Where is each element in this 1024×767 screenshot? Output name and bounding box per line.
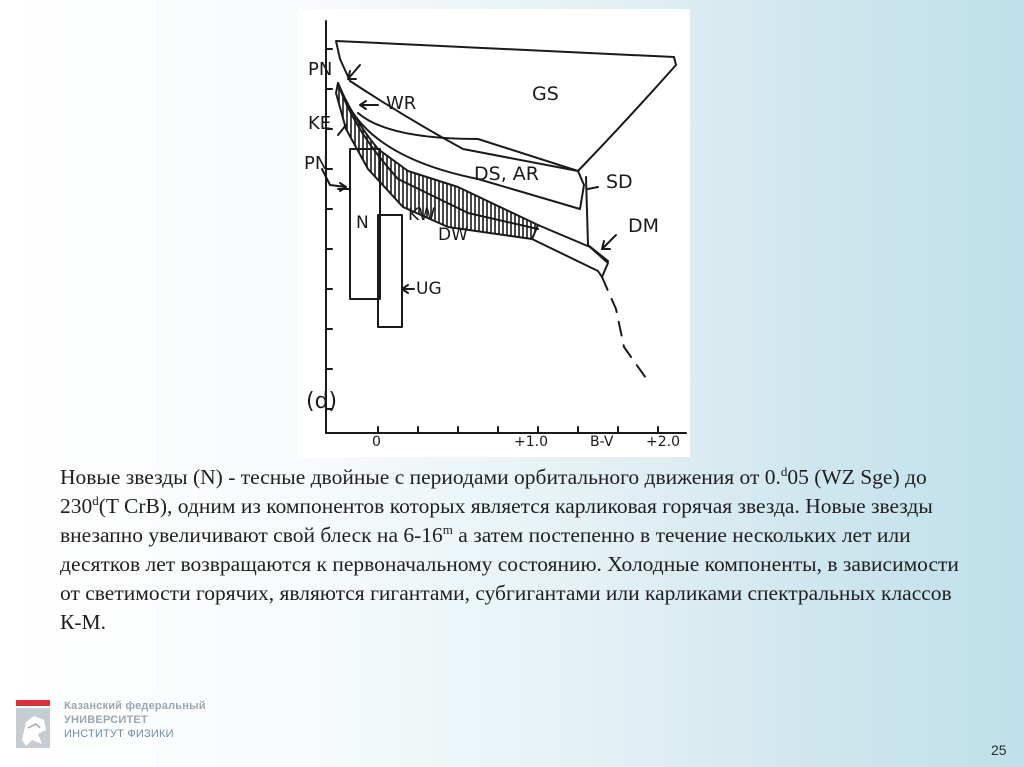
dm-arrow [602, 235, 616, 249]
caption-sup2: d [92, 493, 99, 508]
x-tick-1: +1.0 [514, 434, 548, 450]
label-wr: WR [386, 93, 417, 114]
sd-arrow [588, 187, 598, 189]
panel-label: (d) [306, 389, 338, 414]
pn-arrow-top [348, 65, 360, 79]
university-logo-icon [14, 700, 58, 752]
caption-text [60, 463, 965, 637]
ug-box [378, 215, 402, 327]
univ-line2: УНИВЕРСИТЕТ [64, 714, 148, 726]
caption-part2: 05 (WZ Sge) до 230 [60, 465, 927, 518]
caption-part1: Новые звезды (N) - тесные двойные с периодами орбитального движения от 0. [60, 465, 781, 489]
caption-part4: а затем постепенно в течение нескольких лет или десятков лет возвращаются к первоначальному состоянию. Холодные компоненты, в зависимости от светимости горячих, являются гигантами, субгигантами или карликами спектральных классов К-М. [60, 523, 959, 634]
label-pn-bottom: PN [304, 153, 329, 174]
x-tick-2: +2.0 [646, 434, 680, 450]
label-dw: DW [438, 225, 468, 245]
dm-dashed-extension [602, 277, 648, 381]
ke-arrow [338, 125, 346, 135]
label-ke: KE [308, 113, 332, 134]
page-number: 25 [991, 742, 1007, 758]
caption-sup1: d [780, 464, 788, 479]
label-kw: KW [408, 205, 436, 225]
hr-diagram-figure [298, 9, 690, 457]
university-name [64, 699, 206, 741]
label-n: N [356, 213, 369, 233]
x-tick-0: 0 [372, 434, 381, 450]
label-ug: UG [416, 279, 442, 299]
x-axis-label: B-V [590, 434, 614, 450]
lower-envelope [538, 225, 608, 277]
label-gs: GS [532, 83, 559, 105]
label-sd: SD [606, 171, 633, 193]
univ-line1: Казанский федеральный [64, 700, 206, 712]
label-dm: DM [628, 215, 660, 237]
label-pn-top: PN [308, 59, 333, 80]
caption-part3: (T CrB), одним из компонентов которых является карликовая горячая звезда. Новые звезды внезапно увеличивают свой блеск на 6-16 [60, 494, 933, 547]
institute-name: ИНСТИТУТ ФИЗИКИ [64, 728, 174, 740]
caption-sup3: m [442, 522, 453, 537]
ug-arrow [402, 285, 414, 293]
label-ds-ar: DS, AR [474, 163, 539, 185]
wr-arrow [360, 101, 378, 109]
